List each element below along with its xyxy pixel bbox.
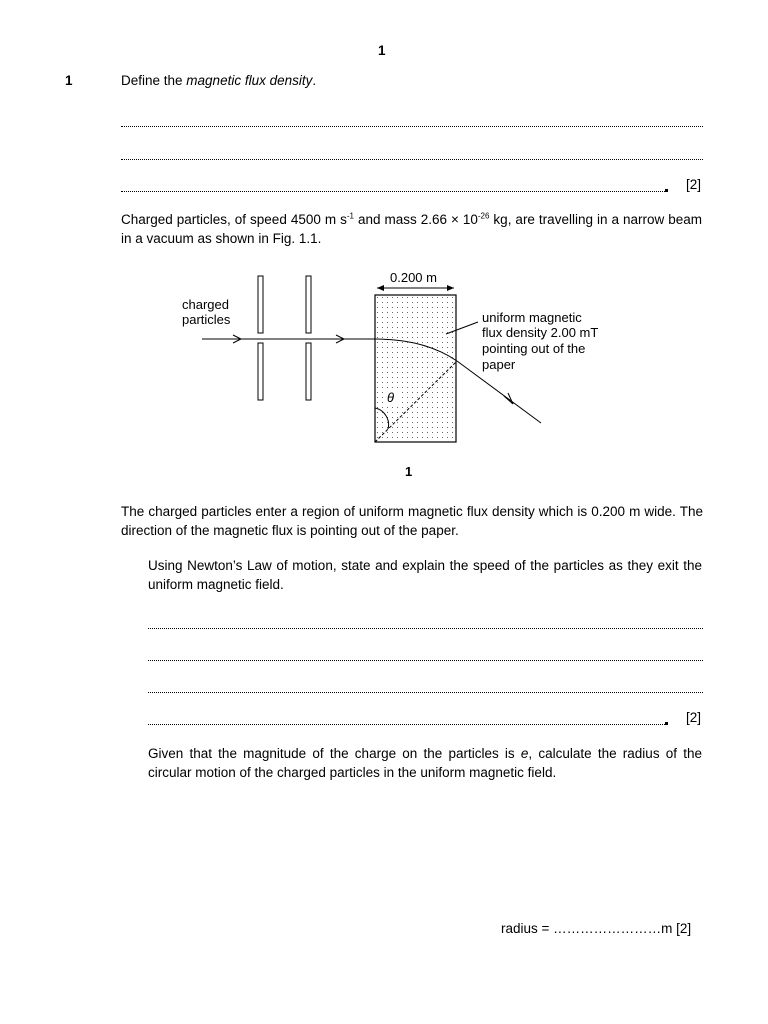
radius-unit-mark: m [2] [661,921,692,936]
intro-text-2: and mass 2.66 × 10 [353,212,478,227]
radius-blank[interactable]: …………………… [553,921,662,936]
q2-prompt: Using Newton’s Law of motion, state and explain the speed of the particles as they exit the uniform magnetic field. [148,558,702,592]
arrowhead-left [377,285,384,291]
collimator-plate [306,276,311,333]
intro-text-1: Charged particles, of speed 4500 m s [121,212,347,227]
width-label: 0.200 m [390,270,437,285]
intro-sup-2: -26 [477,211,490,221]
q3-prompt [148,744,702,782]
intro-sup-1: -1 [346,211,354,221]
figure-caption: 1 [405,464,413,479]
q1-prefix: Define the [121,73,187,88]
field-label-line: uniform magnetic [482,310,582,325]
radius-answer[interactable] [501,921,691,936]
angle-symbol: θ [387,390,395,405]
page-number: 1 [378,43,386,58]
q2-answer-line[interactable] [148,692,703,693]
collimator-plate [258,343,263,400]
question-number: 1 [65,73,73,88]
q2-mark: [2] [686,710,702,725]
region-paragraph: The charged particles enter a region of uniform magnetic flux density which is 0.200 m wide. The direction of the magnetic flux is pointing out of the paper. [121,504,703,538]
q2-answer-line[interactable] [148,724,665,725]
radius-label: radius = [501,921,554,936]
field-label-line: flux density 2.00 mT [482,325,599,340]
arrowhead-right [447,285,454,291]
q1-mark: [2] [686,177,702,192]
field-label-line: paper [482,357,516,372]
q2-end-dot [665,722,668,725]
q3-text-1: Given that the magnitude of the charge on the particles is [148,746,521,761]
q3-text-2: , calculate the radius of the circular motion of the charged particles in the uniform magnetic field. [148,746,702,780]
particles-label-line: charged [182,297,229,312]
q1-suffix: . [312,73,317,88]
particles-label-line: particles [182,312,231,327]
collimator-plate [306,343,311,400]
field-label-line: pointing out of the [482,341,586,356]
collimator-plate [258,276,263,333]
q2-answer-line[interactable] [148,628,703,629]
q2-answer-line[interactable] [148,660,703,661]
figure-1-1 [0,0,768,500]
q3-charge-symbol: e [520,746,529,761]
intro-text-3: kg, are travelling in a narrow beam in a vacuum as shown in Fig. 1.1. [121,212,702,246]
q1-term: magnetic flux density [186,73,313,88]
magnetic-field-region [375,295,456,442]
